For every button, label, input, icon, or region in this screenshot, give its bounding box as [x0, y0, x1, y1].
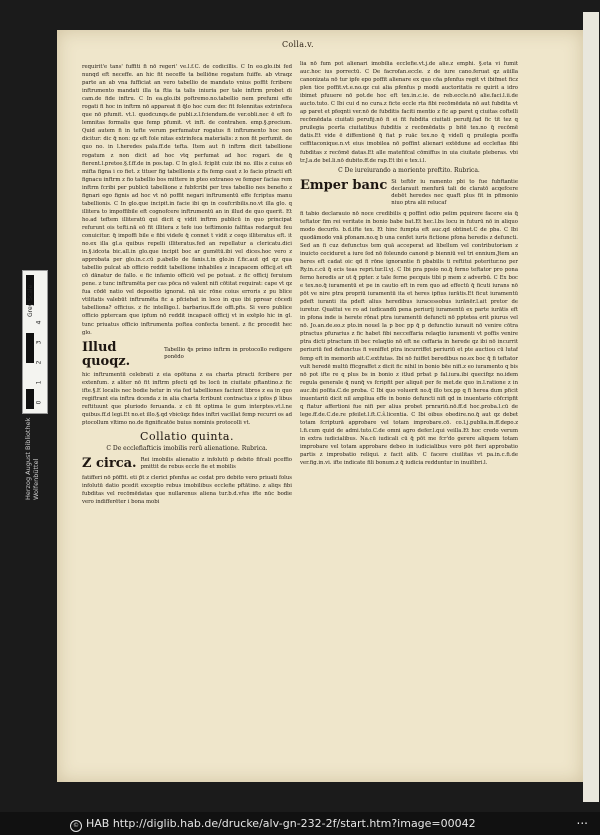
left-text-bottom: fatifferi nō pōffit. eti p̄t z clerici pfenfus ac cedat pro debito vero priuati folus infolutū datio pcedit exceptio rebus imobilibus ecclefie pftātino. z aliqs fibi fubditas vel recōmēdatas que nullarenus aliena tur.b.d.vfus ifte nūc bodie vero indifferēter i bona mobi — [82, 475, 292, 506]
right-text-top: lia nō fum pot alienari imobilia ecclefie.vt.j.de alie.z emphi. §.eta vi fumit auc.hoc ius porrectū. C De facrofan.eccle. z de iure cano.feruat qz aūilla canonizata nō tur ipfe epo poffit alienare ex quo cōa pfenfus regit vt ibifmet ficz plen tice poffit.vt.e.no.qz cui alia pfenfus p modū auctoritatis re quirit a idro ibimet pfuuere nō pot.de hoc eft tex.in.c.ie. de reb.eccle.nō alie.faci.l.ii.de aucto.tuto. C Ibi cui d no cura.z ficte eccle rta fibi recōmēdata nō aut fubdita vt ap paret et pfeqnti ver.nō de fubditis faciti mentio z fic ap paret q ciuitas coftelli recōmēdata ciuitati perufij.nō fi ei fit fubdita ciuitati perufij.fad fic tit tez q pruilegia pcerīa ciuitatibus fubditis z recōmēdatis p bitē tex.no q̄ recōmē datis.Et vide ē diffentionē q̄ fiat p ruāc tex.no q̄ videlī q pruilegia pceffa ceffitaconique.n.vt eius imobilea nō poffint alienari extēdune ad ecclefias fibi fubditas z recōmē datas.Et alle matefifcal cōmiffus in uia ciuitate pleberas. vbi tr.J.a.de bel.li.nō dubito.ff.de rap.Et ibi e tex.i.l. — [300, 61, 518, 164]
library-stamp — [24, 418, 40, 500]
left-text-mid: hic inftrumentū celebrati z eia opōtuna z ea charta ptracti fcribere per extenfum. z aliter nō fit inftrm pfecti qd bs locū in ciuitate pftantino.z fic ifte.§.E localis nec bodie hetur in via fed tabelliones faciunt libros z ea in quo regiftrant eia inftra dcenda z in alia charta fcribunt contractus z ipfos p̄ libus reftituunt que pluriodo feruanda. z cū fit optima le gum interptes.vt.l.ne quibus.ff.d legi.Et no.et illo.§.qd vbicūqz fides inftri vacillat femp recurri os ad ptocollum vltimo no.de fignificatōe buius nominis protocolli vt. — [82, 371, 292, 426]
left-text-top: requirit'e tans' fuffiti fi nō regeri' ve.l.f.C. de codicillis. C In eo.glo.ibi fed nunqd eft neceffe. an hic fit neceffe ta belliōne rogatum fuiffe. ab vtraqz parte an ab vna fufficiat an vero tabellio de mandato vnius poffit fcribere inftrumento mandati illa ta ftia ta talis iniuria per tale inftrm probet di cam.de fide inftru. C In ea.glo.ibi poftremo.no.tabellio nem prefumi effe rogati fi hoc in inftrm nō appareat fi q̄lo hoc cum dec fit folennitas extrinfeca que nō pfumit. vt.l. quodcunqs.de publi.z.l.fciendum.de ver.obli.nec ē eft fo lemnitas formalis que femp pfumit. vt inft. de contrahen. emp.§.precium. Quid autem fi in tefte verum perfumatur rogatus fi inftrumento hoc non dicitur: dic q̄ non: qz eft fole nitas extrinfeca materialis: z non fit perfumit. de quo no. in l.heredes pala.ff.de tefta. Item aut fi inftrm dicit tabellione rogatum z non dicit ad hoc vtq perfumat ad hoc rogari. de q̄ fierent.l.pretee.§.f.ff.de in pos.tap. C In glo.ī. fciplit cuiz ibi no. illis z cuius eō mifta figna i co fiet. z tituer fig tabellionis z fis femp caut z lo facio ptracti eft fignacu inftrm z fio tabellio bos mittere in pteo extraneo ve femper facias rem inftrm fcribi per publicū tabellione z fubfcribi per tres tabellio nes benefio z fignari ego fignis ad hoc vt nō poffit negari inftrumentū effe fcriptus manu tabellionis. C In glo.que incipit.in facie ibi qn in coufcribilis.no.vt illa glo. q illitera to impoffibile eft cognofcere inftrumentū an in illud de quo querit. Et ho.ad teftem illiteratū qui dicit q vidit inftrm publicū in quo principat refurunt ois tefti.nā eō fit illitera z tefe iuo teftimonio falfitas redarguit feu conuicitur. q̄ impoffi bile e fibi videfe q̄ connet t vidit z ceqo illiteratus eft. it no.ex illa gl.a quibus repelli illiteratus.fed an repellatur a clericatu.dici in.§.idcota bic.all.in glo.que incipit boc ar gumētū.ibi vel dices.hoc vero z approbata per glo.in.c.cū p.abello de fanis.t.in glo.in f.fic.aut qd qz qua tabellio pulcat ab officio reddit tabellione inhabiles z incapacem officij.et eft cō dānatur de fallo. e fic infamio officiū vel pe potuat. z fic officij feruium pene. z tunc inftrumēta per cas pōca nō valent nifi cōtitat requirat: cape vt qz fua cōdē natio vel depositio ignorat. nā uic rōne coius erroris z pu blice vtilitatis valebūt inftrumēta fic a pfciebat in loco in quo ibi pprear cōcedi tabelliona? officius. z fic intelligo.l. barbarius.ff.de offi.pfis. Si vero publice officio pptercam que ipfum nō reddit incapacē officij vt in exēplo hic in gl. tunc priuatus officio inftrumenta poftea confecta tenent. z fic procedit hec glo. — [82, 64, 292, 336]
copyright-icon: © — [70, 820, 82, 832]
scale-tick-4: 4 — [35, 320, 43, 325]
scale-tick-1: 1 — [35, 380, 43, 385]
circa-continuation: Rei imobilis alienatio z infolutū p debito fifcali pceffio pmittit de rebus eccle fie et mobilis — [140, 457, 292, 471]
heading-initial: Illud quoqz. — [82, 339, 131, 369]
heading-continuation: Tabellio q̄s primo inftrm in protocollo redigere ponēdo — [164, 346, 292, 360]
footer-link[interactable] — [70, 812, 476, 835]
illud-quoque-heading — [82, 341, 292, 369]
library-city: Wolfenbüttel — [32, 458, 40, 500]
grey-scale-card — [22, 270, 48, 414]
section-title: Collatio quinta. — [140, 429, 234, 443]
library-name: Herzog August Bibliothek — [24, 417, 32, 500]
scale-tick-0: 0 — [35, 400, 43, 405]
right-text-bottom: fi tabio declarauio nō noce credibilis q poffint odio pelim pquirere facere eia q̄ teftator fim rei veritate in bonio babe bat.Et hec.l.bs locu in futurū nō in aliquo modo decurfo. b.d.ifte tex. Et hinc fumpta eft auc.qd obtinet.C de pba. C Ibi quodāmodo vnā pfonam.no.q b una cenfet iuris fictione pfona heredis z defuncti. Sed an fi cuz defunctus tem quā acceperat ad libellum vel contributoriam z inuicto ceciduret a iure ſed nō foleundo canonē p bienniū vel tri ennium.Jtem an heres eft cadat oic qd fi rōne ignorantie fi pbabilis ti reftitui poteritur.no per Ry.in.c.cū q̄ ecis teas repri.tur.ll.vj. C Ibi pra ppsio no.q̄ ferno teftator pro pona ferno heredis ar ut q̄ ppter. z tale ferne pecquis tibi p mem z adverbū. C Ex boc e tex.no.q̄ iuramentū et pe in cautio eft in rem quo ad effectū q̄ ficuti iurans nō pōt ve nire ptra propriū iuramentū ita et heres ipfius iurātis.Et ficut iuramentū pdeft iuranti ita pdeft alius heredibus iuracessobus iurānēr.l.ait pretor de iuretur. Quattui ve ro ad iudicandū pena periurij iuramentū ex parte iurātis eft in pfona inde is herete rōnat ptra iuramentū defuncti nō pptetea erit piurus vel nō. Jo.an.de.eo.z pto.in nouel la p boc pp q̄ p defunctio iurauit nō venire cōtra ptractus pfurarius z fic habet fibi necceffaria relaqtio iuramenti vt poffis venire ptra dicti ptractum ifi bec relaqtio nō eft ne ceffaria in herede qz ibi nō incurrit periuriū fed defunctus fi veniffet ptra incurriffet periuriū et pte auctiou cū lutaf femp eft in memorib ait.C.extfutas. Ibi nō fuiffet beredibus no.ex boc q̄ fi teftator vult heredē multū fficgraffet z dicit fic nihil in bonio bēe nifi.z eo iuramento q bis nō pot ifte re q plus bs in bonio z itlud prbat p fal.iura.ibi quecifqz no.idem regula generale q̄ nunq̄ vs fcripfit per aliquē per fe met.de quo in.l.ratione z in auc.ibi poſita.C.de proba. C Ibi quo voluerit no.q̄ illo tex.pp q fi herea dum pficit inuentariū dicit nil ampliua effe in bonio defuncti nifi qd in inuentario cōfcripfit q ftatur affertioni fue nifi per alius probet prnrariū.nō.ff.d hoc.proba.l.cū de lege.ff.de.C.de.re pfeilet.l.ft.C.ŝ.licentia. C Ibi oibus obedire.no.q̄ aut qz debet totam fcripturā approbare vel totam improbare.cō. co.l.j.publia.in.ff.depo.z l.fi.cum quid de admi.tuto.C.de omni agro defer.l.qui veilla.Et hoc credo verum in extra iudicialibus. Na.cū iudicali cū q̄ pōt me fcr'do gerere aliquem totam improbare vel totam approbare debeo in iudicialibus vero pōt fieri approbatio partis z improbatio reliqui. z facit alib. C facere ciuilitas vt pa.in.c.fi.de ver.fig.in.vi. ifte indicate fili bonum.z q̄ iudicia redduntur in inuiſibri.l. — [300, 210, 518, 467]
scale-tick-2: 2 — [35, 360, 43, 365]
book-edge — [583, 12, 599, 802]
semper-continuation: Si teftōr iu ramento pbi to fue fubftantie declarauit menfurā tali de claratō acqefcere debēt heredes nec quaft plus fit in pfimonio niuo ptra alii relucaf — [391, 178, 518, 206]
rubric-left: C De ecclefiafticis imobilis rerū alienatione. Rubrica. — [106, 444, 268, 452]
left-column — [82, 63, 292, 779]
semper-initial: Emper banc — [300, 177, 388, 193]
semper-hanc-heading — [300, 179, 518, 207]
circa-heading — [82, 457, 292, 471]
right-column — [300, 60, 518, 780]
scale-bar — [26, 333, 34, 363]
running-head: Colla.v. — [282, 40, 314, 49]
scale-bar — [26, 389, 34, 409]
footer-url: HAB http://diglib.hab.de/drucke/alv-gn-232-2f/start.htm?image=00042 — [86, 817, 476, 830]
footer-bar — [0, 812, 600, 835]
rubric-right: C De iureiurando a moriente preftito. Rubrica. — [338, 166, 480, 174]
more-menu-button[interactable]: ... — [576, 813, 588, 827]
circa-initial: Z circa. — [82, 456, 137, 472]
scale-tick-3: 3 — [35, 340, 43, 345]
grey-scale-title: Grey Scale — [27, 284, 34, 317]
